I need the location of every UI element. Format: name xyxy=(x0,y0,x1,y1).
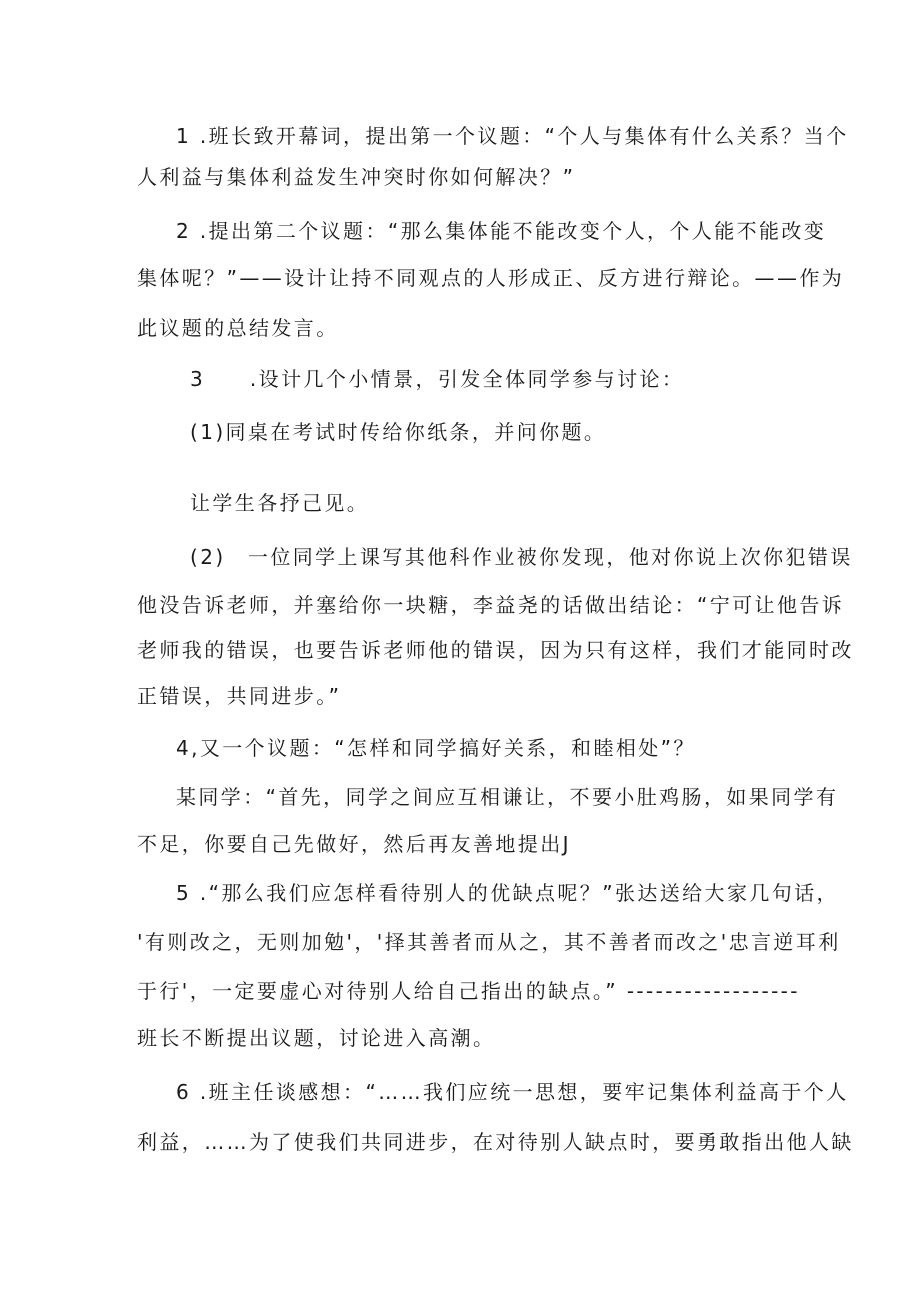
scenario-2-line-3: 老师我的错误，也要告诉老师他的错误，因为只有这样，我们才能同时改 xyxy=(137,638,854,662)
item-3-line-1: 3 .设计几个小情景，引发全体同学参与讨论： xyxy=(190,367,685,391)
item-5-line-4: 班长不断提出议题，讨论进入高潮。 xyxy=(137,1026,496,1050)
item-5-line-3: 于行'，一定要虚心对待别人给自己指出的缺点。” ------------------ xyxy=(137,979,800,1003)
scenario-1-note: 让学生各抒己见。 xyxy=(190,491,370,515)
scenario-2-line-4: 正错误，共同进步。” xyxy=(137,684,342,708)
item-4-line-1: 4,又一个议题：“怎样和同学搞好关系，和睦相处”？ xyxy=(176,736,696,760)
item-1-line-2: 人利益与集体利益发生冲突时你如何解决？” xyxy=(137,165,576,189)
student-response-line-2: 不足，你要自己先做好，然后再友善地提出J xyxy=(137,832,571,856)
scenario-1-line-1: (1)同桌在考试时传给你纸条，并问你题。 xyxy=(190,420,607,444)
item-2-line-1: 2 .提出第二个议题：“那么集体能不能改变个人，个人能不能改变 xyxy=(176,219,827,243)
scenario-2-line-2: 他没告诉老师，并塞给你一块糖，李益尧的话做出结论：“宁可让他告诉 xyxy=(137,593,845,617)
scenario-2-line-1: (2) 一位同学上课写其他科作业被你发现，他对你说上次你犯错误 xyxy=(190,545,853,569)
student-response-line-1: 某同学：“首先，同学之间应互相谦让，不要小肚鸡肠，如果同学有 xyxy=(176,785,839,809)
item-1-line-1: 1 .班长致开幕词，提出第一个议题：“个人与集体有什么关系？当个 xyxy=(176,124,849,148)
item-6-line-1: 6 .班主任谈感想：“……我们应统一思想，要牢记集体利益高于个人 xyxy=(176,1080,849,1104)
item-2-line-3: 此议题的总结发言。 xyxy=(137,316,339,340)
item-5-line-1: 5 .“那么我们应怎样看待别人的优缺点呢？”张达送给大家几句话， xyxy=(176,881,839,905)
item-6-line-2: 利益，……为了使我们共同进步，在对待别人缺点时，要勇敢指出他人缺 xyxy=(137,1130,854,1154)
item-5-line-2: '有则改之，无则加勉'，'择其善者而从之，其不善者而改之'忠言逆耳利 xyxy=(137,930,841,954)
item-2-line-2: 集体呢？”——设计让持不同观点的人形成正、反方进行辩论。——作为 xyxy=(137,266,845,290)
